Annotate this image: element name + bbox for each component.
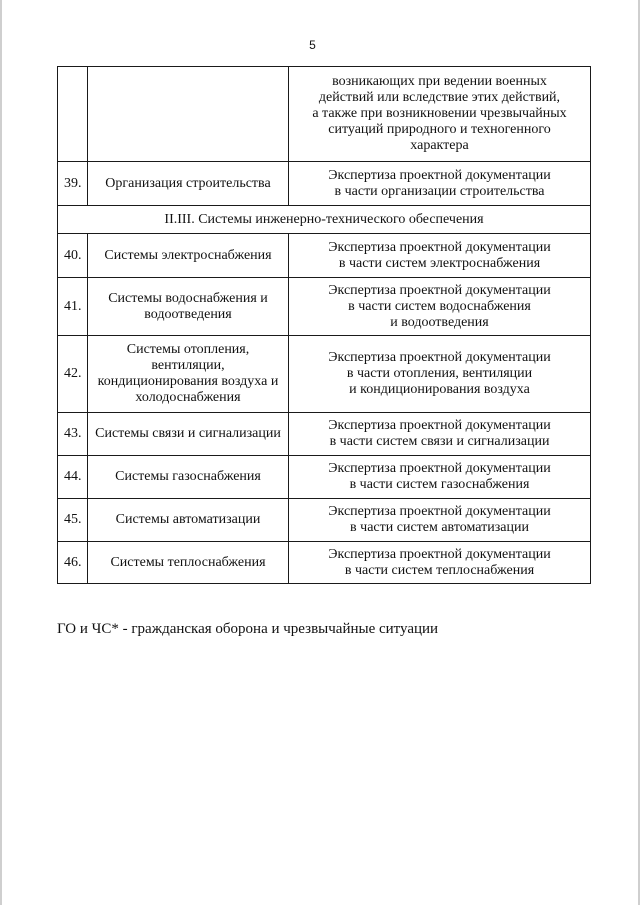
- row-name: Организация строительства: [88, 162, 289, 206]
- row-name: Системы газоснабжения: [88, 456, 289, 499]
- row-number: 41.: [58, 278, 88, 336]
- row-number: [58, 67, 88, 162]
- row-number: 39.: [58, 162, 88, 206]
- row-number: 45.: [58, 499, 88, 542]
- row-name: Системы теплоснабжения: [88, 542, 289, 584]
- section-header-row: [58, 206, 591, 234]
- expertise-table: [57, 66, 591, 584]
- row-description: Экспертиза проектной документации в части систем водоснабжения и водоотведения: [289, 278, 591, 336]
- table-row: [58, 499, 591, 542]
- section-title: II.III. Системы инженерно-технического обеспечения: [58, 206, 591, 234]
- row-description: Экспертиза проектной документации в части систем электроснабжения: [289, 234, 591, 278]
- table-row: [58, 336, 591, 413]
- footnote: ГО и ЧС* - гражданская оборона и чрезвычайные ситуации: [57, 621, 439, 637]
- row-name: Системы электроснабжения: [88, 234, 289, 278]
- table-row: [58, 162, 591, 206]
- row-name: Системы водоснабжения и водоотведения: [88, 278, 289, 336]
- row-name: [88, 67, 289, 162]
- table-row: [58, 67, 591, 162]
- page-edge-left: [0, 0, 2, 905]
- row-description: Экспертиза проектной документации в части систем газоснабжения: [289, 456, 591, 499]
- row-number: 44.: [58, 456, 88, 499]
- row-description: возникающих при ведении военных действий или вследствие этих действий, а также при возникновении чрезвычайных ситуаций природного и техногенного характера: [289, 67, 591, 162]
- row-number: 40.: [58, 234, 88, 278]
- table-row: [58, 234, 591, 278]
- row-description: Экспертиза проектной документации в части систем связи и сигнализации: [289, 413, 591, 456]
- table-row: [58, 456, 591, 499]
- row-description: Экспертиза проектной документации в части отопления, вентиляции и кондиционирования воздуха: [289, 336, 591, 413]
- row-name: Системы связи и сигнализации: [88, 413, 289, 456]
- table-row: [58, 542, 591, 584]
- page-number: 5: [309, 38, 316, 52]
- table-row: [58, 278, 591, 336]
- row-description: Экспертиза проектной документации в части организации строительства: [289, 162, 591, 206]
- row-number: 43.: [58, 413, 88, 456]
- row-description: Экспертиза проектной документации в части систем автоматизации: [289, 499, 591, 542]
- row-number: 46.: [58, 542, 88, 584]
- row-name: Системы автоматизации: [88, 499, 289, 542]
- row-name: Системы отопления, вентиляции, кондиционирования воздуха и холодоснабжения: [88, 336, 289, 413]
- row-number: 42.: [58, 336, 88, 413]
- table-row: [58, 413, 591, 456]
- row-description: Экспертиза проектной документации в части систем теплоснабжения: [289, 542, 591, 584]
